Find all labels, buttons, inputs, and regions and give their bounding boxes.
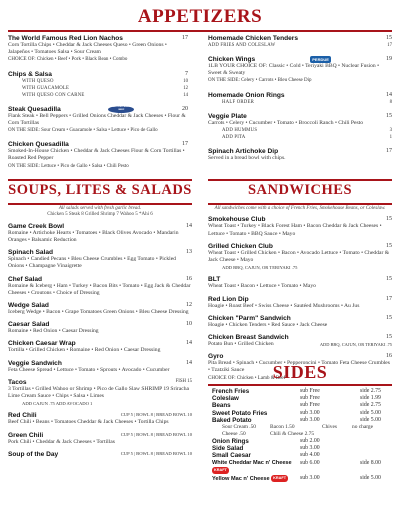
item-note: ADD BBQ, CAJUN, OR TERIYAKI .75 (319, 342, 392, 348)
menu-item-steak-quesadilla (8, 106, 188, 135)
item-price: CUP 5 | BOWL 8 | BREAD BOWL 10 (120, 450, 192, 456)
option-price: 12 (183, 85, 188, 91)
side-item (212, 452, 390, 459)
side-item (212, 402, 390, 409)
item-price: 16 (386, 353, 392, 360)
menu-item-chicken-caesar-wrap (8, 340, 192, 354)
soups-addons: Chicken 5 Steak 8 Grilled Shrimp 7 Wahoo 5 *Ahi 6 (47, 212, 153, 218)
side-price: side 5.00 (360, 416, 381, 423)
item-name: The World Famous Red Lion Nachos (8, 35, 123, 42)
item-name: Game Creek Bowl (8, 222, 65, 230)
item-desc: Pork Chili • Cheddar & Jack Cheeses • Tortillas (8, 438, 115, 445)
option-label: WITH QUESO CON CARNE (22, 92, 85, 98)
side-item (212, 475, 390, 483)
item-desc: Tortilla • Grilled Chicken • Romaine • Red Onion • Caesar Dressing (8, 347, 161, 354)
item-price: 17 (386, 295, 392, 302)
menu-item-veggie-sandwich (8, 360, 192, 374)
item-desc: Hoagie • Roast Beef • Swiss Cheese • Sautéed Mushrooms • Au Jus (208, 302, 360, 309)
kraft-logo-icon: KRAFT (212, 467, 229, 474)
item-name: BLT (208, 276, 221, 284)
side-price: side 5.00 (360, 409, 381, 416)
item-name: Veggie Sandwich (8, 359, 62, 367)
side-sub-price: sub 3.00 (300, 416, 320, 423)
side-name: White Cheddar Mac n' Cheese (212, 459, 292, 466)
side-name: Baked Potato (212, 416, 252, 424)
menu-item-spinach-dip (208, 148, 392, 162)
item-note: ON THE SIDE: Sour Cream • Guacamole • Salsa • Lettuce • Pico de Gallo (8, 128, 158, 134)
soups-title: SOUPS, LITES & SALADS (8, 182, 192, 198)
menu-item-chicken-parm (208, 315, 392, 329)
item-desc: Wheat Toast • Bacon • Lettuce • Tomato • Mayo (208, 283, 316, 290)
soups-rule-top (8, 179, 192, 181)
menu-item-soup-of-the-day (8, 451, 192, 458)
menu-item-game-creek-bowl (8, 223, 192, 244)
sandwiches-subtitle: All sandwiches come with a choice of French Fries, Smokehouse Beans, or Coleslaw. (214, 206, 386, 211)
item-price: 15 (386, 276, 392, 283)
option-price: 17 (387, 43, 392, 48)
side-sub-price: sub 2.00 (300, 438, 320, 445)
item-price: 15 (386, 216, 392, 223)
topping: Cheese .50 (222, 431, 246, 438)
soups-subtitle: All salads served with fresh garlic bread. (58, 206, 142, 211)
item-desc: Romaine • Artichoke Hearts • Tomatoes • Black Olives Avocado • Mandarin Oranges • Balsamic Reduction (8, 229, 179, 244)
item-name: Chicken Wings (208, 56, 256, 63)
item-desc: Wheat Toast • Grilled Chicken • Bacon • Avocado Lettuce • Tomato • Cheddar & Jack Cheese • Mayo (208, 249, 390, 264)
side-name: Sweet Potato Fries (212, 409, 268, 417)
item-name: Red Chili (8, 412, 37, 420)
topping: Chili & Cheese 2.75 (270, 431, 315, 438)
option-label: ADD PITA (222, 134, 246, 140)
item-name: Chicken Caesar Wrap (8, 340, 76, 348)
menu-item-smokehouse-club (208, 216, 392, 237)
item-name: Chicken Quesadilla (8, 141, 69, 149)
item-price: FISH 15 (175, 378, 192, 384)
side-sub-price: sub 3.00 (300, 409, 320, 416)
item-price: 14 (386, 91, 392, 98)
side-item (212, 445, 390, 452)
item-note: ADD CAJUN .75 ADD AVOCADO 1 (22, 401, 93, 407)
side-price: side 8.00 (360, 459, 381, 466)
side-item (212, 395, 390, 402)
option-price: 3 (389, 127, 392, 133)
perdue-logo-icon: PERDUE (312, 57, 329, 62)
item-desc: Wheat Toast • Turkey • Black Forest Ham • Bacon Cheddar & Jack Cheeses • Lettuce • Tomato • BBQ Sauce • Mayo (208, 223, 382, 237)
side-sub-price: sub Free (300, 395, 320, 402)
side-price: side 2.75 (360, 388, 381, 394)
menu-item-chef-salad (8, 276, 192, 297)
item-price: 17 (182, 35, 188, 41)
sandwiches-rule (208, 203, 392, 205)
item-desc: Carrots • Celery • Cucumber • Tomato • Broccoli Ranch • Chili Pesto (208, 119, 364, 126)
topping: Bacon 1.50 (270, 424, 295, 431)
item-desc: Beef Chili • Beans • Tomatoes Cheddar & Jack Cheeses • Tortilla Chips (8, 419, 169, 426)
item-name: Chef Salad (8, 275, 43, 283)
item-price: 14 (186, 359, 192, 366)
item-desc: Corn Tortilla Chips • Cheddar & Jack Cheeses Queso • Green Onions • Jalapeños • Tomatoes Salsa • Sour Cream (8, 42, 167, 56)
side-name: Onion Rings (212, 438, 249, 446)
menu-item-green-chili (8, 432, 192, 446)
side-sub-price: sub Free (300, 388, 320, 394)
side-item (212, 410, 390, 417)
item-desc: Spinach • Candied Pecans • Bleu Cheese Crumbles • Egg Tomato • Pickled Onions • Champagne Vinaigrette (8, 256, 176, 270)
item-name: Caesar Salad (8, 321, 50, 329)
item-desc: Romaine • Red Onion • Caesar Dressing (8, 328, 99, 335)
menu-item-tacos (8, 379, 192, 408)
option-label: WITH GUACAMOLE (22, 85, 70, 91)
appetizers-left-column (8, 35, 188, 177)
side-item (212, 460, 390, 476)
item-name: Soup of the Day (8, 450, 59, 458)
item-name: Homemade Onion Rings (208, 91, 285, 99)
option-label: HALF ORDER (222, 99, 254, 105)
item-price: 15 (386, 112, 392, 119)
item-note: CHOICE OF: Chicken • Lamb & Beef (208, 375, 286, 381)
item-desc: Iceberg Wedge • Bacon • Grape Tomatoes Green Onions • Bleu Cheese Dressing (8, 309, 189, 316)
topping: Chives (322, 424, 337, 431)
side-sub-price: sub 4.00 (300, 452, 320, 459)
option-price: 1 (389, 134, 392, 140)
side-name: French Fries (212, 388, 250, 395)
side-name: Side Salad (212, 445, 244, 453)
item-price: 16 (186, 275, 192, 282)
side-item (212, 438, 390, 445)
side-sub-price: sub 3.00 (300, 445, 320, 452)
kraft-logo-icon: KRAFT (271, 475, 288, 482)
item-name: Red Lion Dip (208, 295, 249, 303)
menu-item-chicken-breast-sandwich (208, 334, 392, 348)
side-price: side 2.75 (360, 402, 381, 409)
item-desc: Feta Cheese Spread • Lettuce • Tomato • Sprouts • Avocado • Cucumber (8, 366, 170, 373)
side-name: Small Caesar (212, 452, 251, 460)
sandwiches-rule-top (208, 179, 392, 181)
item-desc: Pita Bread • Spinach • Cucumber • Pepperoncini • Tomato Feta Cheese Crumbles • Tzatziki Sauce (208, 360, 390, 374)
side-sub-price: sub Free (300, 402, 320, 409)
item-name: Grilled Chicken Club (208, 242, 273, 250)
option-label: ADD FRIES AND COLESLAW (208, 43, 276, 48)
side-name: Coleslaw (212, 395, 239, 403)
item-desc: Smoked-In-House Chicken • Cheddar & Jack Cheeses Flour & Corn Tortillas • Roasted Red Pepper (8, 148, 185, 162)
option-price: 10 (183, 78, 188, 84)
item-name: Spinach Artichoke Dip (208, 147, 279, 155)
item-price: 15 (386, 35, 392, 41)
menu-item-chips-salsa (8, 71, 188, 99)
sides-rule (208, 384, 392, 386)
item-price: 10 (186, 321, 192, 328)
side-price: side 1.99 (360, 395, 381, 402)
item-name: Steak Quesadilla (8, 105, 61, 113)
item-name: Green Chili (8, 431, 44, 439)
menu-item-wedge-salad (8, 302, 192, 316)
item-price: 12 (186, 302, 192, 309)
item-desc: 1LB YOUR CHOICE OF: Classic • Cold • Teriyaki BBQ • Nuclear Fusion • Sweet & Sweaty (208, 63, 380, 77)
item-price: 15 (386, 242, 392, 249)
item-desc: Romaine & Iceberg • Ham • Turkey • Bacon Bits • Tomato • Egg Jack & Cheddar Cheeses • Croutons • Choice of Dressing (8, 282, 191, 296)
appetizers-title: APPETIZERS (137, 6, 263, 27)
side-price: side 5.00 (360, 475, 381, 482)
sandwiches-column (208, 206, 392, 382)
item-name: Spinach Salad (8, 249, 54, 257)
item-desc: Hoagie • Chicken Tenders • Red Sauce • Jack Cheese (208, 321, 328, 328)
soups-rule (8, 203, 192, 205)
item-name: Chicken Breast Sandwich (208, 334, 289, 342)
item-price: 19 (386, 56, 392, 62)
option-price: 8 (389, 99, 392, 105)
item-name: Smokehouse Club (208, 216, 266, 224)
item-note: ON THE SIDE: Lettuce • Pico de Gallo • Salsa • Chili Pesto (8, 163, 129, 169)
item-desc: Flank Steak • Bell Peppers • Grilled Onions Cheddar & Jack Cheeses • Flour & Corn Tortillas (8, 112, 186, 126)
item-price: CUP 5 | BOWL 8 | BREAD BOWL 10 (120, 412, 192, 418)
item-name: Homemade Chicken Tenders (208, 35, 299, 42)
menu-item-grilled-chicken-club (208, 243, 392, 272)
soups-column (8, 206, 192, 458)
option-price: 14 (183, 92, 188, 98)
appetizers-right-column (208, 35, 392, 169)
item-desc: 3 Tortillas • Grilled Wahoo or Shrimp • Pico de Gallo Slaw SHRIMP 19 Sriracha Lime Cream Sauce • Chips • Salsa • Limes (8, 385, 190, 400)
menu-item-red-chili (8, 412, 192, 426)
item-price: 17 (386, 147, 392, 154)
item-price: 15 (386, 314, 392, 321)
topping: no charge (352, 424, 374, 431)
item-desc: Served in a bread bowl with chips. (208, 154, 286, 161)
item-price: 13 (186, 249, 192, 256)
item-price: 14 (186, 340, 192, 347)
appetizers-rule (8, 30, 392, 32)
side-item (212, 388, 390, 395)
item-name: Veggie Plate (208, 112, 247, 120)
item-name: Gyro (208, 353, 224, 361)
baked-potato-toppings-row (212, 424, 390, 431)
baked-potato-toppings-row (212, 431, 390, 438)
side-sub-price: sub 6.00 (300, 459, 320, 466)
topping: Sour Cream .50 (222, 424, 256, 431)
item-price: 14 (186, 222, 192, 229)
option-label: WITH QUESO (22, 78, 54, 84)
menu-item-chicken-quesadilla (8, 141, 188, 170)
option-label: ADD HUMMUS (222, 127, 258, 133)
side-item (212, 417, 390, 424)
item-name: Tacos (8, 378, 27, 386)
side-sub-price: sub 3.00 (300, 475, 320, 482)
menu-item-caesar-salad (8, 321, 192, 335)
item-note: CHOICE OF: Chicken • Beef • Pork • Black Bean • Combo (8, 57, 128, 63)
sandwiches-title: SANDWICHES (247, 182, 353, 198)
menu-item-chicken-wings (208, 56, 392, 85)
side-name: Beans (212, 402, 231, 410)
item-name: Chips & Salsa (8, 70, 52, 78)
item-note: ADD BBQ, CAJUN, OR TERIYAKI .75 (222, 265, 298, 271)
menu-item-blt (208, 276, 392, 290)
menu-item-nachos (8, 35, 188, 64)
menu-item-red-lion-dip (208, 296, 392, 310)
item-price: 7 (185, 70, 188, 77)
item-desc: Potato Bun • Grilled Chicken (208, 341, 274, 348)
menu-item-chicken-tenders (208, 35, 392, 49)
item-price: 20 (182, 105, 188, 112)
item-price: 17 (182, 141, 188, 148)
sides-list (212, 388, 390, 483)
sides-title: SIDES (272, 362, 328, 382)
menu-item-veggie-plate (208, 113, 392, 141)
item-name: Chicken "Parm" Sandwich (208, 314, 291, 322)
item-note: ON THE SIDE: Celery • Carrots • Bleu Cheese Dip (208, 78, 312, 84)
menu-item-spinach-salad (8, 249, 192, 270)
item-price: 15 (386, 334, 392, 341)
angus-beef-logo-icon: CERTIFIED ANGUS BEEF (108, 106, 134, 113)
item-price: CUP 5 | BOWL 8 | BREAD BOWL 10 (120, 431, 192, 437)
menu-item-onion-rings (208, 92, 392, 106)
side-name: Yellow Mac n' Cheese (212, 476, 270, 483)
item-name: Wedge Salad (8, 302, 49, 310)
